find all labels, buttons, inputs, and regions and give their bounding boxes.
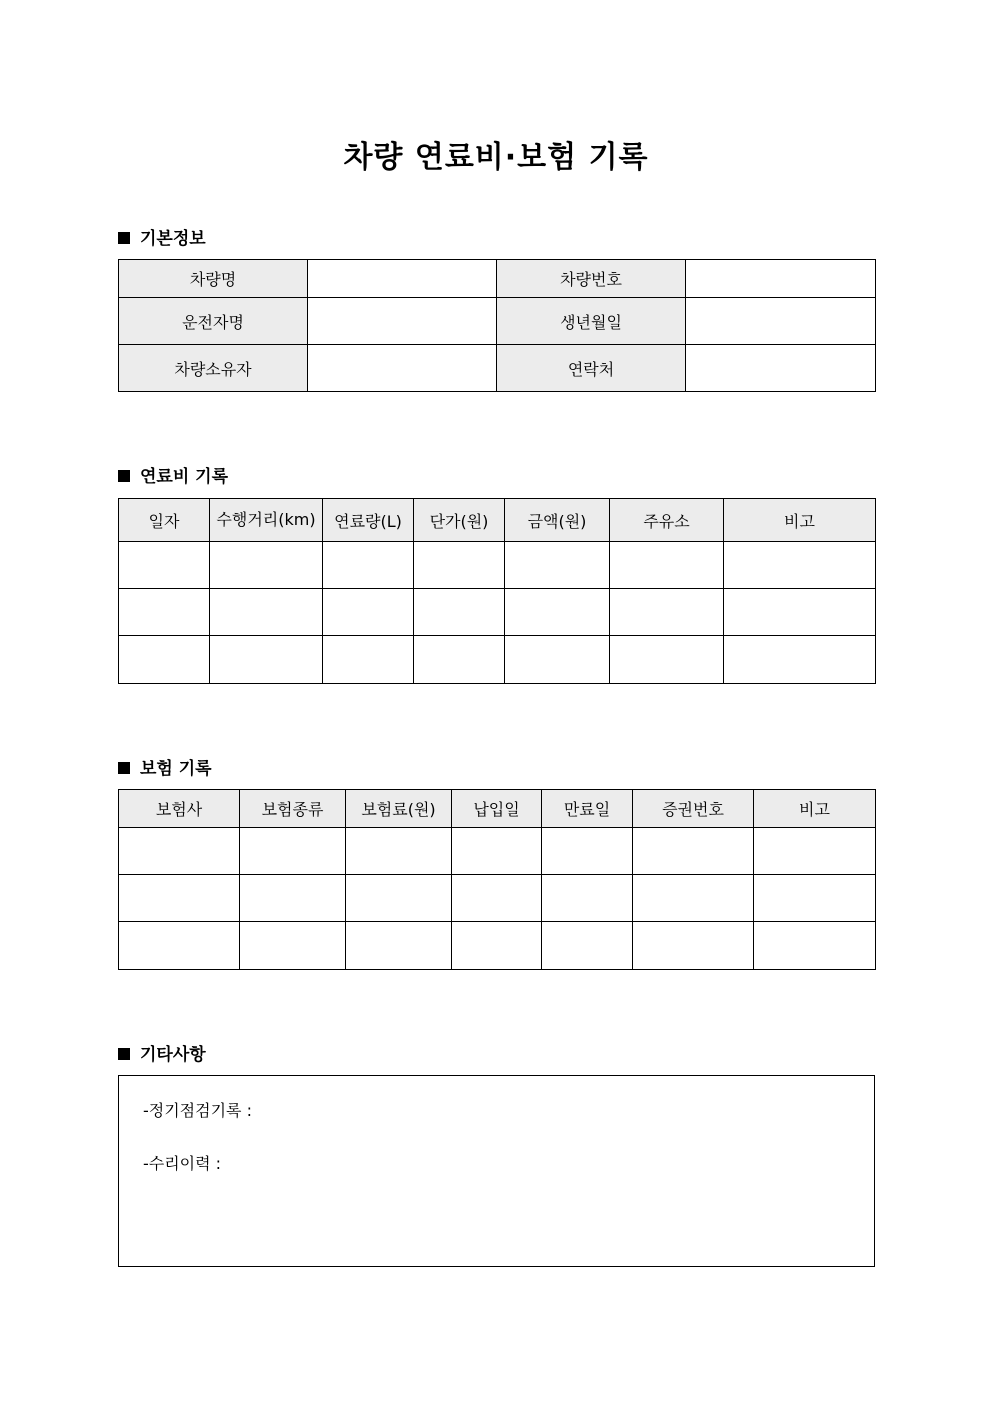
table-cell[interactable] — [119, 636, 210, 684]
table-cell[interactable] — [610, 589, 724, 636]
table-cell[interactable] — [754, 828, 876, 875]
table-cell[interactable] — [240, 922, 346, 970]
label-vehicle-number: 차량번호 — [497, 260, 686, 298]
table-cell[interactable] — [505, 542, 610, 589]
notes-box[interactable] — [118, 1075, 875, 1267]
label-contact: 연락처 — [497, 345, 686, 392]
table-cell[interactable] — [240, 875, 346, 922]
table-cell[interactable] — [505, 636, 610, 684]
table-cell[interactable] — [505, 589, 610, 636]
column-header: 비고 — [754, 790, 876, 828]
table-cell[interactable] — [346, 922, 452, 970]
field-driver-name[interactable] — [308, 298, 497, 345]
table-cell[interactable] — [210, 542, 323, 589]
table-cell[interactable] — [323, 636, 414, 684]
square-bullet-icon — [118, 470, 130, 482]
column-header: 금액(원) — [505, 499, 610, 542]
table-cell[interactable] — [724, 542, 876, 589]
table-cell[interactable] — [210, 636, 323, 684]
table-cell[interactable] — [633, 828, 754, 875]
field-contact[interactable] — [686, 345, 876, 392]
table-cell[interactable] — [119, 589, 210, 636]
column-header: 수행거리(km) — [210, 499, 323, 542]
column-header: 주유소 — [610, 499, 724, 542]
table-row — [119, 345, 876, 392]
table-row — [119, 922, 876, 970]
table-cell[interactable] — [119, 828, 240, 875]
column-header: 일자 — [119, 499, 210, 542]
label-vehicle-name: 차량명 — [119, 260, 308, 298]
table-cell[interactable] — [210, 589, 323, 636]
field-birth-date[interactable] — [686, 298, 876, 345]
basic-info-table — [118, 259, 876, 392]
field-vehicle-owner[interactable] — [308, 345, 497, 392]
field-vehicle-name[interactable] — [308, 260, 497, 298]
column-header: 보험사 — [119, 790, 240, 828]
table-cell[interactable] — [240, 828, 346, 875]
section-heading-fuel — [118, 462, 228, 487]
label-vehicle-owner: 차량소유자 — [119, 345, 308, 392]
table-header-row — [119, 790, 876, 828]
table-cell[interactable] — [542, 828, 633, 875]
field-vehicle-number[interactable] — [686, 260, 876, 298]
column-header: 납입일 — [452, 790, 542, 828]
section-heading-label: 연료비 기록 — [140, 467, 229, 487]
table-row — [119, 636, 876, 684]
table-cell[interactable] — [633, 922, 754, 970]
section-heading-insurance — [118, 754, 212, 779]
table-cell[interactable] — [119, 542, 210, 589]
label-driver-name: 운전자명 — [119, 298, 308, 345]
note-repair-history: -수리이력 : — [143, 1154, 222, 1173]
table-cell[interactable] — [452, 828, 542, 875]
table-row — [119, 589, 876, 636]
section-heading-label: 기본정보 — [140, 229, 206, 249]
table-cell[interactable] — [119, 875, 240, 922]
table-cell[interactable] — [754, 922, 876, 970]
note-inspection-record: -정기점검기록 : — [143, 1101, 252, 1120]
column-header: 보험료(원) — [346, 790, 452, 828]
square-bullet-icon — [118, 762, 130, 774]
column-header: 보험종류 — [240, 790, 346, 828]
column-header: 증권번호 — [633, 790, 754, 828]
table-cell[interactable] — [542, 922, 633, 970]
table-cell[interactable] — [610, 542, 724, 589]
square-bullet-icon — [118, 1048, 130, 1060]
table-cell[interactable] — [346, 875, 452, 922]
table-cell[interactable] — [452, 875, 542, 922]
section-heading-other — [118, 1040, 206, 1065]
column-header: 연료량(L) — [323, 499, 414, 542]
table-cell[interactable] — [414, 636, 505, 684]
table-row — [119, 260, 876, 298]
table-cell[interactable] — [414, 542, 505, 589]
table-cell[interactable] — [542, 875, 633, 922]
table-cell[interactable] — [724, 589, 876, 636]
table-cell[interactable] — [452, 922, 542, 970]
section-heading-label: 보험 기록 — [140, 759, 212, 779]
column-header: 비고 — [724, 499, 876, 542]
table-row — [119, 875, 876, 922]
fuel-table — [118, 498, 876, 684]
table-cell[interactable] — [346, 828, 452, 875]
table-header-row — [119, 499, 876, 542]
table-row — [119, 298, 876, 345]
insurance-table — [118, 789, 876, 970]
table-cell[interactable] — [754, 875, 876, 922]
column-header: 단가(원) — [414, 499, 505, 542]
column-header: 만료일 — [542, 790, 633, 828]
label-birth-date: 생년월일 — [497, 298, 686, 345]
table-cell[interactable] — [119, 922, 240, 970]
table-cell[interactable] — [724, 636, 876, 684]
section-heading-basic — [118, 224, 206, 249]
table-cell[interactable] — [323, 589, 414, 636]
table-row — [119, 542, 876, 589]
table-cell[interactable] — [633, 875, 754, 922]
table-cell[interactable] — [323, 542, 414, 589]
section-heading-label: 기타사항 — [140, 1045, 206, 1065]
table-cell[interactable] — [414, 589, 505, 636]
table-row — [119, 828, 876, 875]
square-bullet-icon — [118, 232, 130, 244]
page-title: 차량 연료비·보험 기록 — [343, 140, 649, 175]
table-cell[interactable] — [610, 636, 724, 684]
